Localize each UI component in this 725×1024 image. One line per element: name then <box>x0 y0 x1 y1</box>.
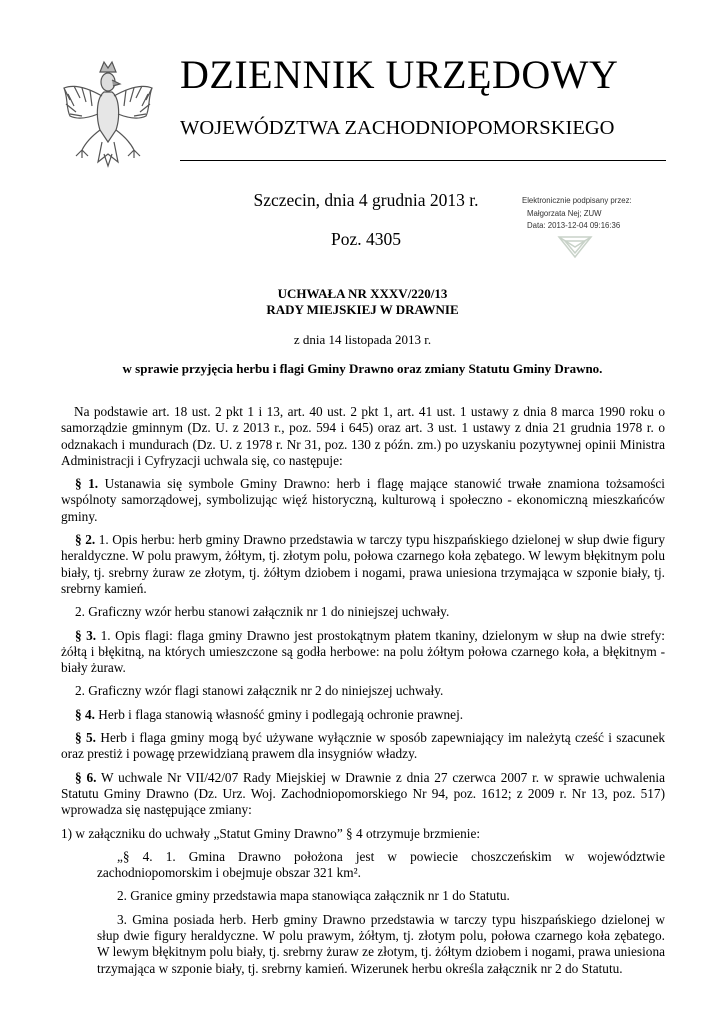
section-label: § 6. <box>75 769 97 785</box>
signature-stamp-icon <box>555 233 595 259</box>
position-number: Poz. 4305 <box>331 229 401 249</box>
quoted-text-2: 2. Granice gminy przedstawia mapa stanowiąca załącznik nr 1 do Statutu. <box>117 888 510 904</box>
act-title <box>60 286 665 318</box>
paragraph-s6: § 6. W uchwale Nr VII/42/07 Rady Miejskiej w Drawnie z dnia 27 czerwca 2007 r. w sprawie uchwalenia Statutu Gminy Drawno (Dz. Urz. Woj. Zachodniopomorskiego Nr 94, poz. 1612; z 2009 r. Nr 13, poz. 517) wprowadza się następujące zmiany: <box>61 769 665 818</box>
document-body <box>61 404 665 984</box>
section-label: § 5. <box>75 730 96 746</box>
paragraph-s5: § 5. Herb i flaga gminy mogą być używane wyłącznie w sposób zapewniający im należytą cześć i szacunek oraz prestiż i powagę przewidzianą prawem dla insygniów władzy. <box>61 730 665 762</box>
paragraph-s3: § 3. 1. Opis flagi: flaga gminy Drawno jest prostokątnym płatem tkaniny, dzielonym w słup na dwie strefy: żółtą i błękitną, na których umieszczone są godła herbowe: na polu żółtym połowa czarnego koła, a błękitnym - biały żuraw. <box>61 627 665 676</box>
act-date: z dnia 14 listopada 2013 r. <box>293 332 432 347</box>
paragraph-s2-2: 2. Graficzny wzór herbu stanowi załącznik nr 1 do niniejszej uchwały. <box>75 604 450 620</box>
quoted-text-1: „§ 4. 1. Gmina Drawno położona jest w powiecie choszczeńskim w województwie zachodniopomorskim i obejmuje obszar 321 km². <box>97 848 665 881</box>
quoted-text-3: 3. Gmina posiada herb. Herb gminy Drawno przedstawia w tarczy typu hiszpańskiego dzielonej w słup dwie figury heraldyczne. W polu prawym, żółtym, tj. złotym polu, połowa czarnego koła zębatego. W lewym błękitnym polu biały, tj. srebrny żuraw ze złotym, tj. żółtym dziobem i nogami, prawa uniesiona trzymająca w szponie biały, tj. srebrny kamień. Wizerunek herbu określa załącznik nr 2 do Statutu. <box>97 911 665 976</box>
section-label: § 1. <box>75 476 99 492</box>
act-subject: w sprawie przyjęcia herbu i flagi Gminy Drawno oraz zmiany Statutu Gminy Drawno. <box>122 361 603 376</box>
journal-title: DZIENNIK URZĘDOWY <box>180 52 619 97</box>
paragraph-s4: § 4. Herb i flaga stanowią własność gminy i podlegają ochronie prawnej. <box>75 706 464 722</box>
journal-subtitle: WOJEWÓDZTWA ZACHODNIOPOMORSKIEGO <box>180 117 615 139</box>
paragraph-s1: § 1. Ustanawia się symbole Gminy Drawno: herb i flagę mające stanowić trwałe znamiona tożsamości wspólnoty samorządowej, symbolizując więź historyczną, kulturową i społeczno - ekonomiczną mieszkańców gminy. <box>61 476 665 524</box>
signature-signer: Małgorzata Nej; ZUW <box>527 208 602 218</box>
coat-of-arms-eagle-icon <box>60 58 156 168</box>
paragraph-s2: § 2. 1. Opis herbu: herb gminy Drawno przedstawia w tarczy typu hiszpańskiego dzielonej w słup dwie figury heraldyczne. W polu prawym, żółtym, tj. złotym polu, połowa czarnego koła zębatego. W lewym błękitnym polu biały, tj. srebrny żuraw ze złotym, tj. żółtym dziobem i nogami, prawa uniesiona trzymająca w szponie biały, tj. srebrny kamień. <box>61 532 665 596</box>
place-and-date: Szczecin, dnia 4 grudnia 2013 r. <box>253 190 479 210</box>
act-council: RADY MIEJSKIEJ W DRAWNIE <box>266 302 459 317</box>
amendment-item-1: 1) w załączniku do uchwały „Statut Gminy Drawno” § 4 otrzymuje brzmienie: <box>61 825 481 841</box>
section-label: § 3. <box>75 627 97 643</box>
signature-date: Data: 2013-12-04 09:16:36 <box>527 221 621 230</box>
signature-label: Elektronicznie podpisany przez: <box>522 196 632 205</box>
section-label: § 2. <box>75 532 96 548</box>
electronic-signature-block <box>522 195 662 233</box>
header-divider <box>180 160 666 161</box>
act-number: UCHWAŁA NR XXXV/220/13 <box>277 286 448 301</box>
section-label: § 4. <box>75 706 95 722</box>
paragraph-s3-2: 2. Graficzny wzór flagi stanowi załącznik nr 2 do niniejszej uchwały. <box>75 683 444 699</box>
preamble: Na podstawie art. 18 ust. 2 pkt 1 i 13, art. 40 ust. 2 pkt 1, art. 41 ust. 1 ustawy z dnia 8 marca 1990 roku o samorządzie gminnym (Dz. U. z 2013 r., poz. 594 i 645) oraz art. 3 ust. 1 ustawy z dnia 21 grudnia 1978 r. o odznakach i mundurach (Dz. U. z 1978 r. Nr 31, poz. 130 z późn. zm.) po uzyskaniu pozytywnej opinii Ministra Administracji i Cyfryzacji uchwala się, co następuje: <box>61 404 665 468</box>
